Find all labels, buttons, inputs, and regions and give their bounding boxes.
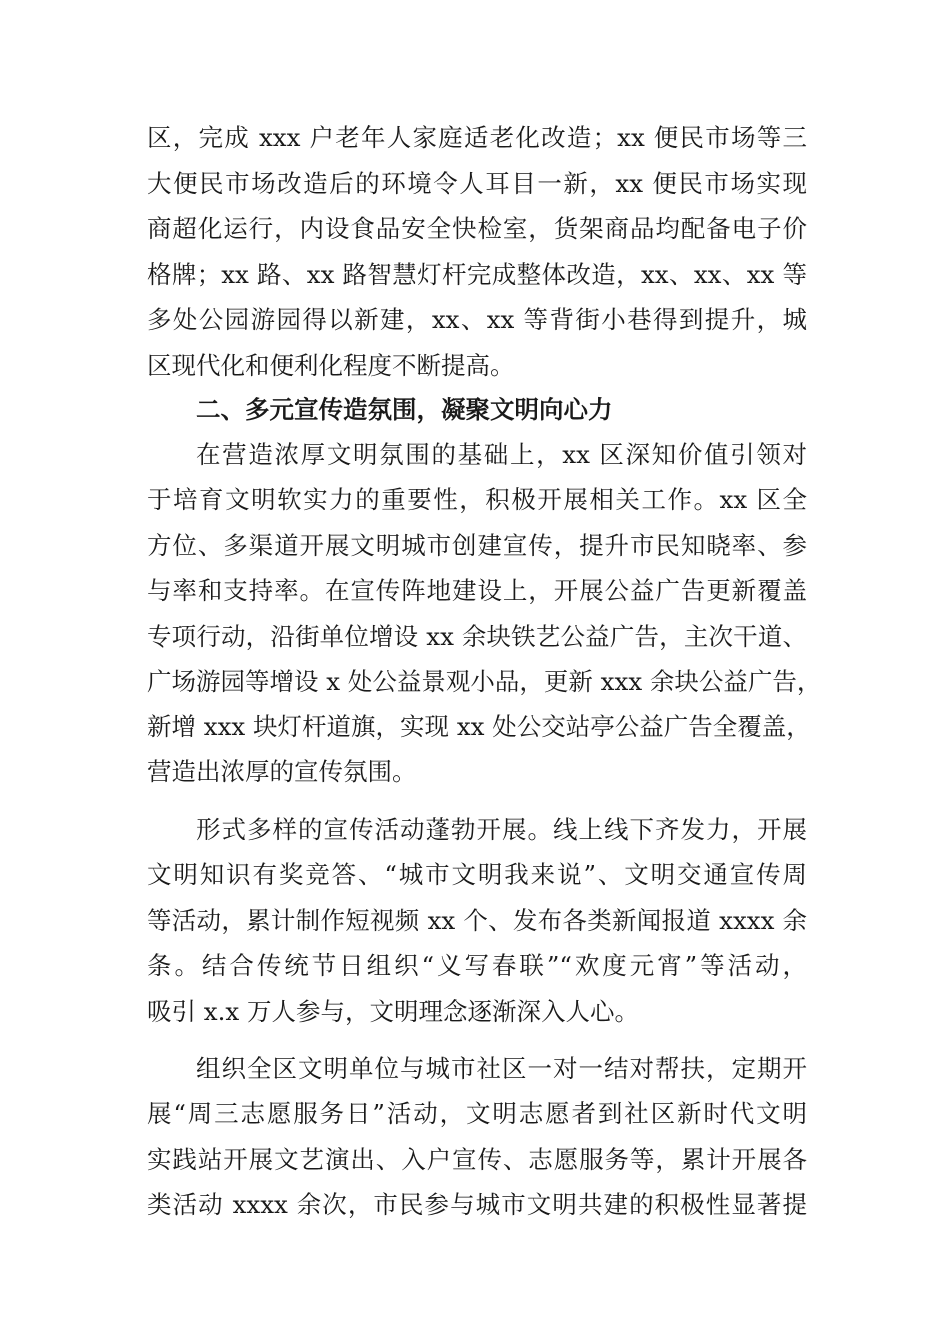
paragraph-line: 等活动，累计制作短视频 xx 个、发布各类新闻报道 xxxx 余 [147,906,807,935]
paragraph-line: 多处公园游园得以新建，xx、xx 等背街小巷得到提升，城 [147,305,807,334]
paragraph-line: 组织全区文明单位与城市社区一对一结对帮扶，定期开 [196,1054,807,1083]
section-heading: 二、多元宣传造氛围，凝聚文明向心力 [196,395,613,424]
paragraph-line: 实践站开展文艺演出、入户宣传、志愿服务等，累计开展各 [147,1145,807,1174]
paragraph-line: 大便民市场改造后的环境令人耳目一新，xx 便民市场实现 [147,169,807,198]
paragraph-line: 营造出浓厚的宣传氛围。 [147,757,417,786]
paragraph-line: 文明知识有奖竞答、“城市文明我来说”、文明交通宣传周 [147,860,807,889]
paragraph-line: 方位、多渠道开展文明城市创建宣传，提升市民知晓率、参 [147,531,807,560]
paragraph-line: 类活动 xxxx 余次，市民参与城市文明共建的积极性显著提 [147,1190,807,1219]
paragraph-line: 区，完成 xxx 户老年人家庭适老化改造；xx 便民市场等三 [147,123,807,152]
paragraph-line: 在营造浓厚文明氛围的基础上，xx 区深知价值引领对 [196,440,807,469]
paragraph-line: 格牌；xx 路、xx 路智慧灯杆完成整体改造，xx、xx、xx 等 [147,260,807,289]
paragraph-line: 展“周三志愿服务日”活动，文明志愿者到社区新时代文明 [147,1099,807,1128]
paragraph-line: 广场游园等增设 x 处公益景观小品，更新 xxx 余块公益广告， [147,667,822,696]
paragraph-line: 条。结合传统节日组织“义写春联”“欢度元宵”等活动， [147,951,807,980]
paragraph-line: 商超化运行，内设食品安全快检室，货架商品均配备电子价 [147,214,807,243]
paragraph-line: 专项行动，沿街单位增设 xx 余块铁艺公益广告，主次干道、 [147,622,807,651]
paragraph-line: 于培育文明软实力的重要性，积极开展相关工作。xx 区全 [147,485,807,514]
paragraph-line: 新增 xxx 块灯杆道旗，实现 xx 处公交站亭公益广告全覆盖， [147,712,811,741]
paragraph-line: 区现代化和便利化程度不断提高。 [147,351,515,380]
paragraph-line: 吸引 x.x 万人参与，文明理念逐渐深入人心。 [147,997,639,1026]
paragraph-line: 与率和支持率。在宣传阵地建设上，开展公益广告更新覆盖 [147,576,807,605]
paragraph-line: 形式多样的宣传活动蓬勃开展。线上线下齐发力，开展 [196,815,807,844]
